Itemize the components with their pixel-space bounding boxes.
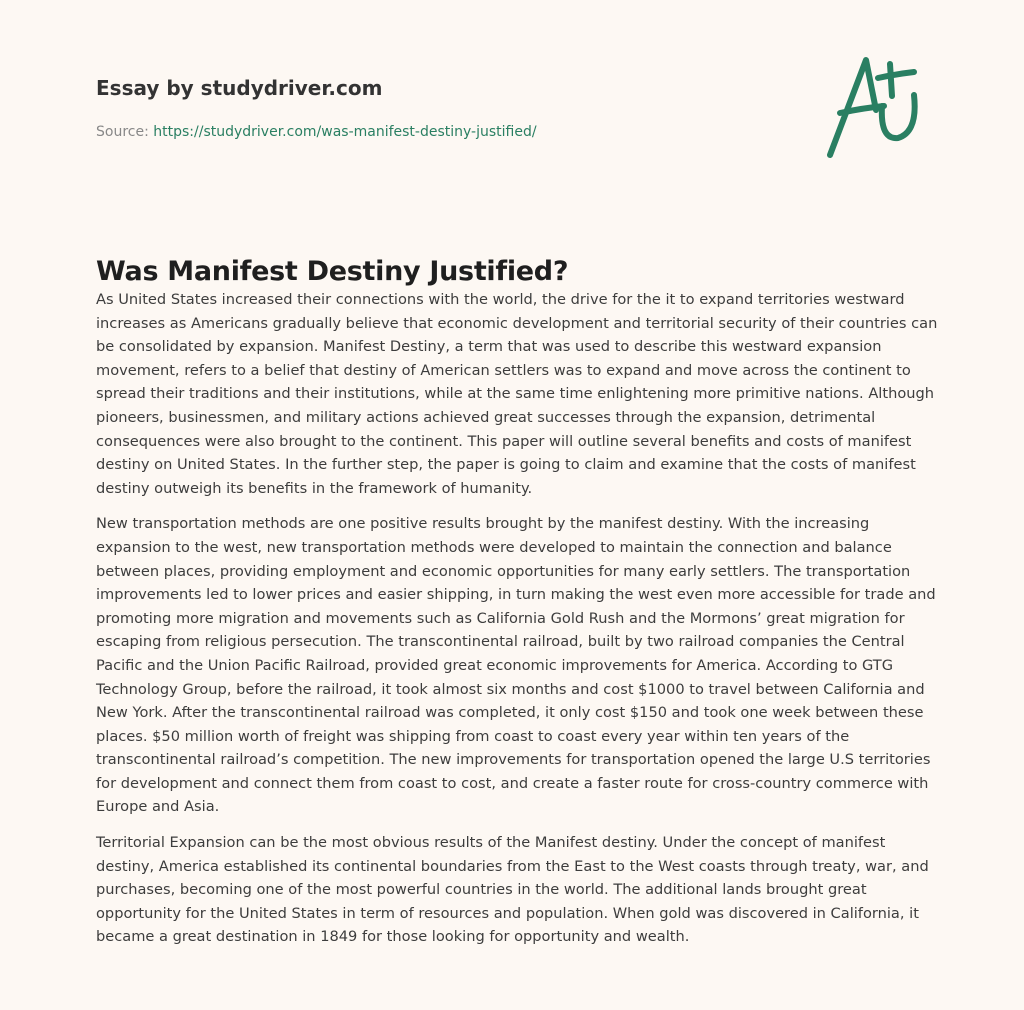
essay-paragraph: As United States increased their connections with the world, the drive for the it to expand territories westward increases as Americans gradually believe that economic development and territorial security of their countries can be consolidated by expansion. Manifest Destiny, a term that was used to describe this westward expansion movement, refers to a belief that destiny of American settlers was to expand and move across the continent to spread their traditions and their institutions, while at the same time enlightening more primitive nations. Although pioneers, businessmen, and military actions achieved great successes through the expansion, detrimental consequences were also brought to the continent. This paper will outline several benefits and costs of manifest destiny on United States. In the further step, the paper is going to claim and examine that the costs of manifest destiny outweigh its benefits in the framework of humanity. xyxy=(96,291,938,497)
site-title: Essay by studydriver.com xyxy=(96,76,383,100)
essay-paragraph: New transportation methods are one positive results brought by the manifest destiny. With the increasing expansion to the west, new transportation methods were developed to maintain the connection and balance between places, providing employment and economic opportunities for many early settlers. The transportation improvements led to lower prices and easier shipping, in turn making the west even more accessible for trade and promoting more migration and movements such as California Gold Rush and the Mormons’ great migration for escaping from religious persecution. The transcontinental railroad, built by two railroad companies the Central Pacific and the Union Pacific Railroad, provided great economic improvements for America. According to GTG Technology Group, before the railroad, it took almost six months and cost $1000 to travel between California and New York. After the transcontinental railroad was completed, it only cost $150 and took one week between these places. $50 million worth of freight was shipping from coast to coast every year within ten years of the transcontinental railroad’s competition. The new improvements for transportation opened the large U.S territories for development and connect them from coast to cost, and create a faster route for cross-country commerce with Europe and Asia. xyxy=(96,515,936,816)
source-label: Source: xyxy=(96,124,154,140)
essay-title: Was Manifest Destiny Justified? xyxy=(96,256,569,287)
essay-body xyxy=(96,288,938,961)
source-link[interactable]: https://studydriver.com/was-manifest-destiny-justified/ xyxy=(153,124,537,140)
source-line xyxy=(96,124,537,140)
essay-paragraph: Territorial Expansion can be the most obvious results of the Manifest destiny. Under the concept of manifest destiny, America established its continental boundaries from the East to the West coasts through treaty, war, and purchases, becoming one of the most powerful countries in the world. The additional lands brought great opportunity for the United States in term of resources and population. When gold was discovered in California, it became a great destination in 1849 for those looking for opportunity and wealth. xyxy=(96,834,929,946)
a-plus-logo-icon xyxy=(818,40,928,165)
